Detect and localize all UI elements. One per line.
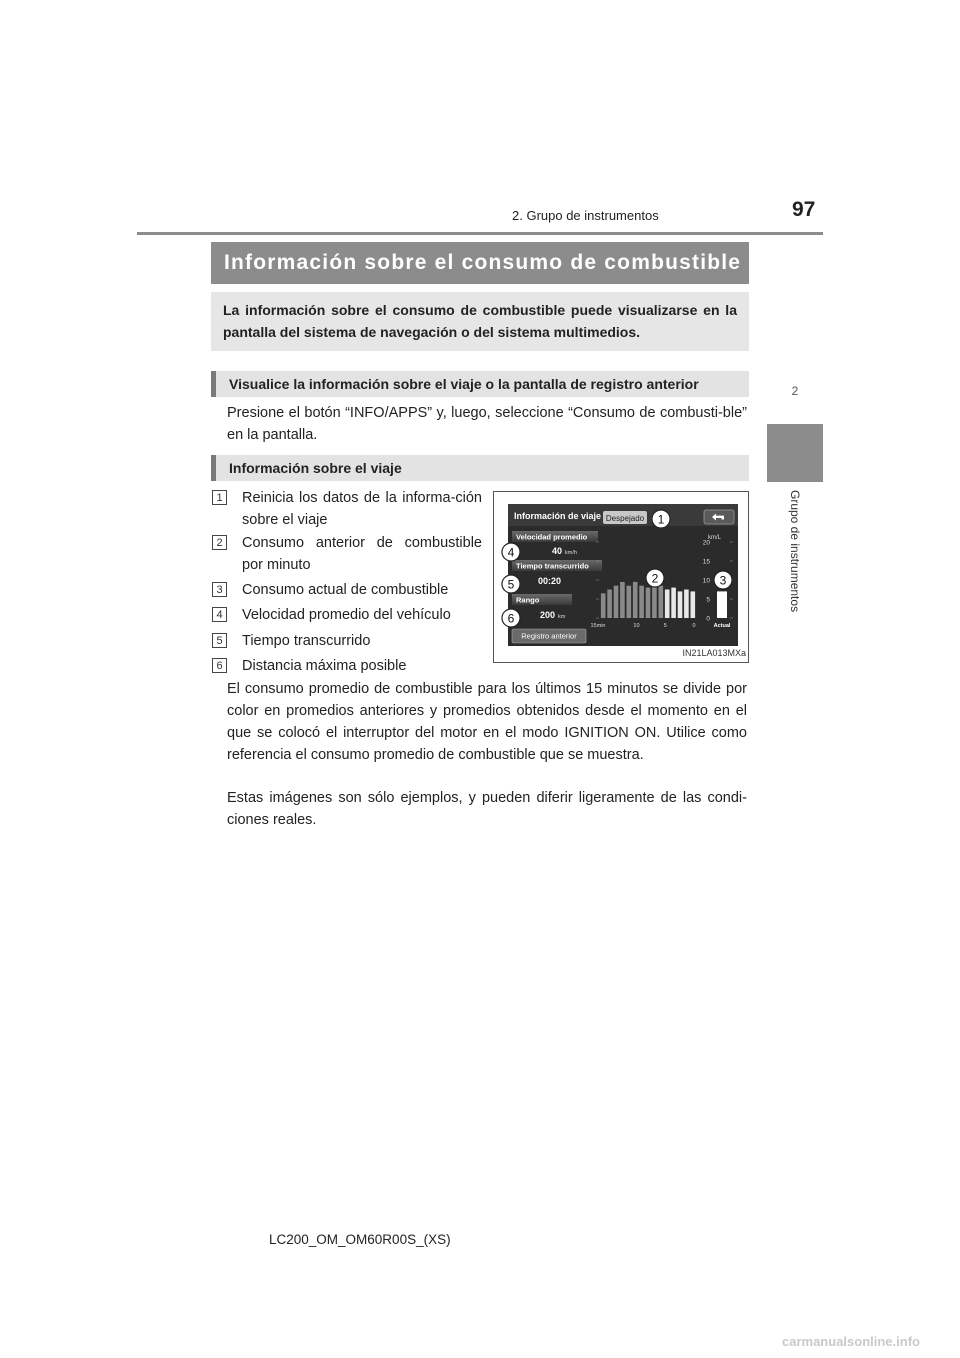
x-tick-label: 10 [633, 623, 640, 629]
svg-text:5: 5 [507, 577, 515, 592]
section-heading-display: Visualice la información sobre el viaje o la pantalla de registro anterior [211, 371, 749, 397]
history-button-label: Registro anterior [521, 631, 577, 641]
chart-unit-label: km/L [708, 535, 722, 541]
range-unit: km [558, 614, 566, 620]
y-tick-label: 20 [702, 539, 710, 547]
item-text: Reinicia los datos de la informa-ción sobre el viaje [242, 490, 482, 528]
list-item [212, 487, 482, 531]
document-code-footer: LC200_OM_OM60R00S_(XS) [269, 1232, 451, 1247]
list-item [212, 630, 482, 652]
body-paragraph: El consumo promedio de combustible para los últimos 15 minutos se divide por color en promedios anteriores y promedios obtenidos desde el momento en el que se colocó el interruptor del motor en el modo IGNITION ON. Utilice como referencia el consumo promedio de combustible que se muestra. [227, 681, 747, 763]
callout-4 [502, 543, 520, 561]
y-tick-label: 10 [702, 577, 710, 585]
elapsed-label: Tiempo transcurrido [516, 561, 589, 571]
range-label: Rango [516, 595, 540, 605]
avg-speed-value: 40 [552, 546, 563, 556]
list-item [212, 604, 482, 626]
screen-title: Información de viaje [514, 511, 602, 521]
section-body-display: Presione el botón “INFO/APPS” y, luego, seleccione “Consumo de combusti-ble” en la pantalla. [227, 405, 747, 443]
list-item [212, 532, 482, 576]
figure-caption: IN21LA013MXa [682, 648, 746, 658]
list-item [212, 579, 482, 601]
svg-text:1: 1 [657, 512, 665, 527]
item-number-badge: 4 [212, 607, 227, 622]
item-number-badge: 2 [212, 535, 227, 550]
item-text: Tiempo transcurrido [242, 633, 371, 649]
x-tick-label: 0 [692, 623, 696, 629]
y-tick-label: 0 [706, 615, 710, 623]
list-item [212, 655, 482, 677]
x-tick-label: 15min [590, 623, 606, 629]
avg-speed-unit: km/h [565, 550, 577, 556]
intro-box: La información sobre el consumo de combustible puede visualizarse en la pantalla del sistema de navegación o del sistema multimedios. [211, 292, 749, 351]
svg-text:6: 6 [507, 611, 515, 626]
header-rule [137, 232, 823, 235]
item-number-badge: 5 [212, 633, 227, 648]
y-tick-label: 15 [702, 558, 710, 566]
item-number-badge: 6 [212, 658, 227, 673]
svg-text:3: 3 [719, 573, 727, 588]
watermark: carmanualsonline.info [782, 1334, 920, 1349]
item-text: Consumo anterior de combustible por minuto [242, 535, 482, 573]
item-number-badge: 1 [212, 490, 227, 505]
chapter-number: 2 [791, 384, 799, 398]
chapter-tab [767, 424, 823, 482]
item-text: Distancia máxima posible [242, 658, 407, 674]
avg-speed-label: Velocidad promedio [516, 532, 588, 542]
item-number-badge: 3 [212, 582, 227, 597]
svg-text:4: 4 [507, 545, 515, 560]
running-header-section: 2. Grupo de instrumentos [512, 208, 659, 223]
range-value: 200 [540, 610, 556, 620]
callout-5 [502, 575, 520, 593]
clear-button-label: Despejado [605, 514, 645, 523]
y-tick-label: 5 [706, 596, 710, 604]
section-heading-trip-info: Información sobre el viaje [211, 455, 749, 481]
current-label: Actual [713, 623, 731, 629]
body-paragraph: Estas imágenes son sólo ejemplos, y pueden diferir ligeramente de las condi-ciones reales. [227, 790, 747, 828]
callout-1 [652, 510, 670, 528]
item-text: Consumo actual de combustible [242, 582, 449, 598]
svg-text:2: 2 [651, 571, 659, 586]
x-tick-label: 5 [663, 623, 667, 629]
chapter-tab-label: Grupo de instrumentos [788, 490, 802, 613]
callout-overlay [493, 491, 749, 663]
item-text: Velocidad promedio del vehículo [242, 607, 451, 623]
page-number: 97 [792, 198, 816, 221]
callout-2 [646, 569, 664, 587]
page-title: Información sobre el consumo de combustible [211, 242, 749, 284]
callout-3 [714, 571, 732, 589]
callout-6 [502, 609, 520, 627]
elapsed-value: 00:20 [538, 576, 562, 586]
